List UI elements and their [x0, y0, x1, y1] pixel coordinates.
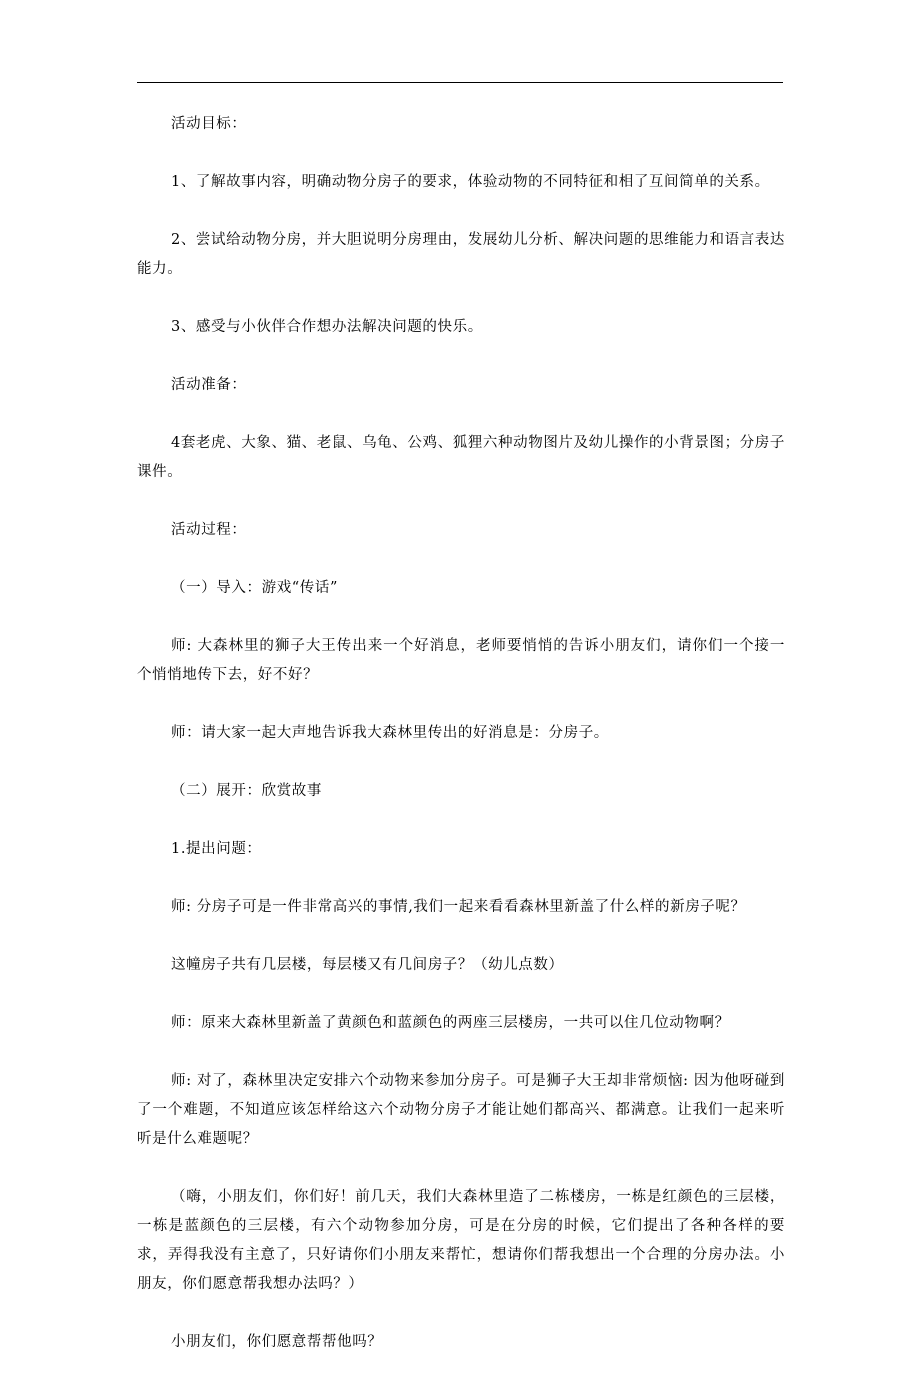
goal-item-1: 1、了解故事内容，明确动物分房子的要求，体验动物的不同特征和相了互间简单的关系。	[171, 174, 770, 190]
story-quote: （嗨，小朋友们，你们好！前几天，我们大森林里造了二栋楼房，一栋是红颜色的三层楼，一栋是蓝颜色的三层楼，有六个动物参加分房，可是在分房的时候，它们提出了各种各样的要求，弄得我没有主意了，只好请你们小朋友来帮忙，想请你们帮我想出一个合理的分房办法。小朋友，你们愿意帮我想办法吗？）	[137, 1189, 785, 1292]
paragraph: 这幢房子共有几层楼，每层楼又有几间房子？（幼儿点数）	[171, 957, 564, 973]
section-heading-preparation: 活动准备：	[171, 377, 247, 393]
paragraph: 师: 大森林里的狮子大王传出来一个好消息，老师要悄悄的告诉小朋友们，请你们一个接一个悄悄地传下去，好不好？	[137, 638, 785, 683]
paragraph: 师: 对了，森林里决定安排六个动物来参加分房子。可是狮子大王却非常烦恼: 因为他呀碰到了一个难题，不知道应该怎样给这六个动物分房子才能让她们都高兴、都满意。让我们一起来听听是什么难题呢？	[137, 1073, 785, 1147]
header-rule	[137, 82, 783, 83]
goal-item-3: 3、感受与小伙伴合作想办法解决问题的快乐。	[171, 319, 483, 335]
section-heading-goals: 活动目标：	[171, 116, 247, 132]
subsection-intro: （一）导入：游戏“传话”	[171, 580, 339, 596]
paragraph: 小朋友们，你们愿意帮帮他吗？	[171, 1334, 383, 1350]
subsection-story: （二）展开：欣赏故事	[171, 783, 322, 799]
paragraph: 师: 分房子可是一件非常高兴的事情,我们一起来看看森林里新盖了什么样的新房子呢？	[171, 899, 746, 915]
goal-item-2: 2、尝试给动物分房，并大胆说明分房理由，发展幼儿分析、解决问题的思维能力和语言表达能力。	[137, 232, 785, 277]
section-heading-process: 活动过程：	[171, 522, 247, 538]
paragraph: 师：请大家一起大声地告诉我大森林里传出的好消息是：分房子。	[171, 725, 609, 741]
paragraph: 师：原来大森林里新盖了黄颜色和蓝颜色的两座三层楼房，一共可以住几位动物啊？	[171, 1015, 730, 1031]
preparation-text: 4套老虎、大象、猫、老鼠、乌龟、公鸡、狐狸六种动物图片及幼儿操作的小背景图；分房子课件。	[137, 435, 785, 480]
step-heading: 1.提出问题：	[171, 841, 262, 857]
document-body	[137, 110, 785, 1386]
